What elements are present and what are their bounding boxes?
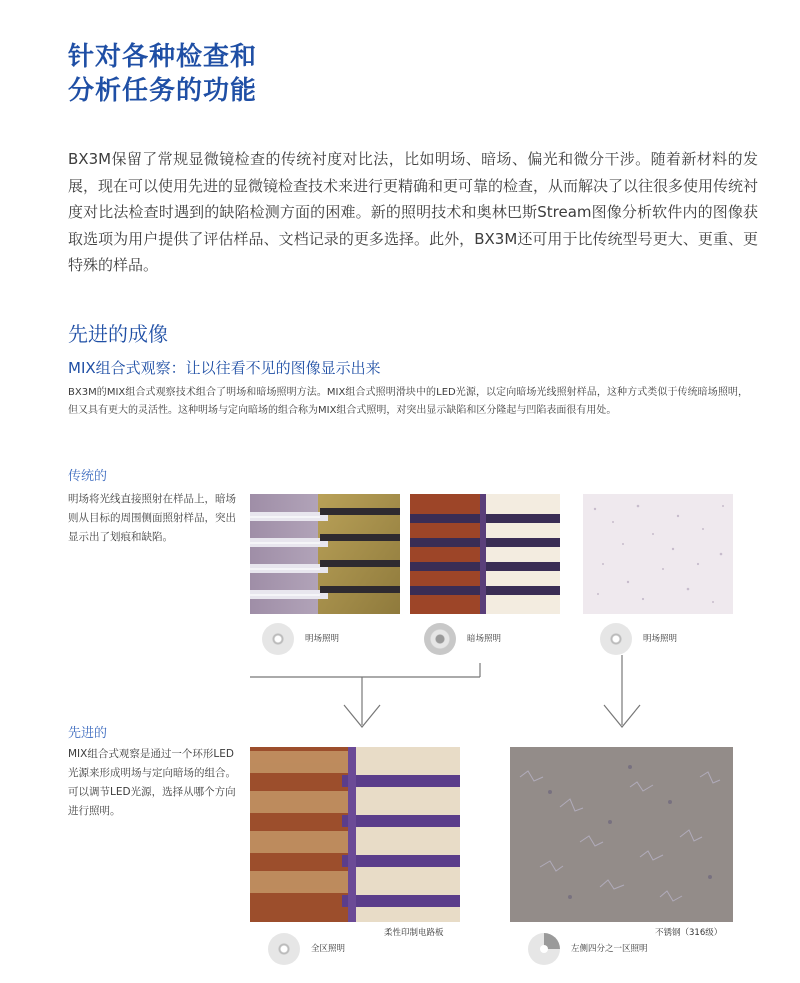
sample-label-circuit: 柔性印制电路板 xyxy=(384,928,444,938)
caption-darkfield: 暗场照明 xyxy=(467,634,502,644)
conventional-label: 传统的 xyxy=(68,469,108,484)
advanced-text: MIX组合式观察是通过一个环形LED光源来形成明场与定向暗场的组合。可以调节LED光源，选择从哪个方向进行照明。 xyxy=(68,748,236,817)
brightfield-circuit-image xyxy=(250,494,400,614)
section-title: 先进的成像 xyxy=(68,322,168,346)
subsection-body: BX3M的MIX组合式观察技术组合了明场和暗场照明方法。MIX组合式照明滑块中的LED光源，以定向暗场光线照射样品，这种方式类似于传统暗场照明，但又具有更大的灵活性。这种明场与定向暗场的组合称为MIX组合式照明，对突出显示缺陷和区分隆起与凹陷表面很有用处。 xyxy=(68,387,748,416)
darkfield-disc-icon xyxy=(424,623,456,655)
conventional-text: 明场将光线直接照射在样品上，暗场则从目标的周围侧面照射样品，突出显示出了划痕和缺陷。 xyxy=(68,493,236,543)
full-area-disc-icon xyxy=(268,933,300,965)
mix-steel-image xyxy=(510,747,733,922)
brightfield-disc-icon-2 xyxy=(600,623,632,655)
quarter-area-disc-icon xyxy=(528,933,560,965)
page-title xyxy=(68,40,488,108)
sample-label-steel: 不锈钢（316级） xyxy=(655,928,723,938)
page-title-line-1: 针对各种检查和 xyxy=(68,42,258,72)
darkfield-circuit-image xyxy=(410,494,560,614)
caption-left-quarter: 左侧四分之一区照明 xyxy=(571,944,648,954)
subsection-title: MIX组合式观察：让以往看不见的图像显示出来 xyxy=(68,359,381,377)
intro-paragraph: BX3M保留了常规显微镜检查的传统衬度对比法，比如明场、暗场、偏光和微分干涉。随着新材料的发展，现在可以使用先进的显微镜检查技术来进行更精确和更可靠的检查，从而解决了以往很多使用传统衬度对比法检查时遇到的缺陷检测方面的困难。新的照明技术和奥林巴斯Stream图像分析软件内的图像获取选项为用户提供了评估样品、文档记录的更多选择。此外，BX3M还可用于比传统型号更大、更重、更特殊的样品。 xyxy=(68,150,759,274)
brightfield-disc-icon xyxy=(262,623,294,655)
page-title-line-2: 分析任务的功能 xyxy=(68,76,258,106)
flow-arrows xyxy=(240,655,760,735)
brightfield-steel-image xyxy=(583,494,733,614)
caption-brightfield-2: 明场照明 xyxy=(643,634,678,644)
mix-circuit-image xyxy=(250,747,460,922)
advanced-label: 先进的 xyxy=(68,726,108,741)
caption-full-area: 全区照明 xyxy=(311,944,346,954)
caption-brightfield-1: 明场照明 xyxy=(305,634,340,644)
